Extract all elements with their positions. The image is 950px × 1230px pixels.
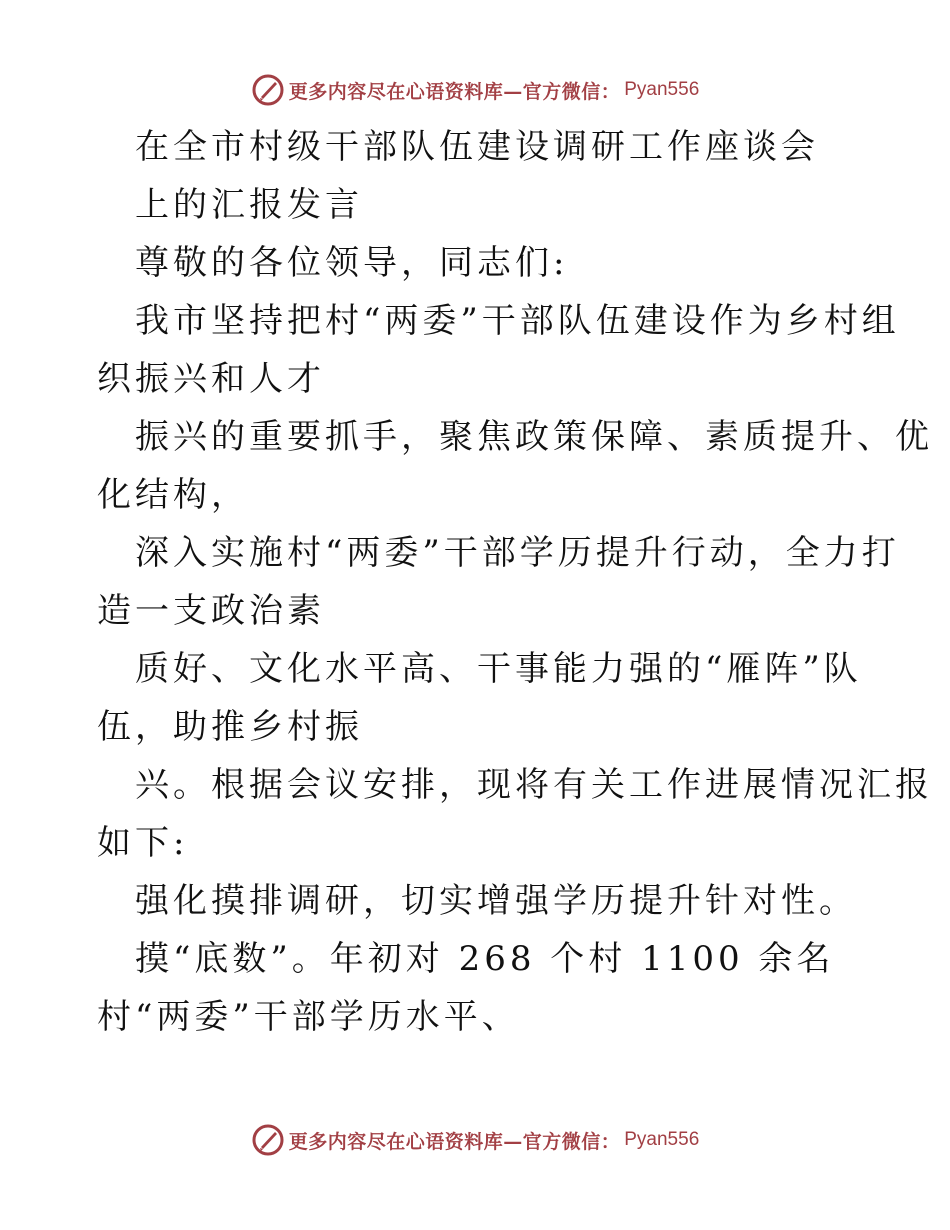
watermark-text: 更多内容尽在心语资料库—官方微信： (288, 80, 621, 103)
text-line: 摸“底数”。年初对 268 个村 1100 余名 (135, 939, 835, 979)
text-line: 村“两委”干部学历水平、 (97, 997, 520, 1037)
quill-seal-icon (251, 1123, 285, 1157)
text-line: 造一支政治素 (97, 591, 325, 631)
text-line: 尊敬的各位领导，同志们: (135, 243, 569, 283)
document-body (97, 118, 933, 1046)
text-line: 振兴的重要抓手，聚焦政策保障、素质提升、优 (135, 417, 933, 457)
text-line: 深入实施村“两委”干部学历提升行动，全力打 (135, 533, 900, 573)
text-line: 兴。根据会议安排，现将有关工作进展情况汇报 (135, 765, 933, 805)
watermark-text: 更多内容尽在心语资料库—官方微信： (288, 1130, 621, 1153)
watermark-wechat-id: Pyan556 (624, 1129, 700, 1150)
text-line: 我市坚持把村“两委”干部队伍建设作为乡村组 (135, 301, 900, 341)
text-line: 上的汇报发言 (135, 185, 363, 225)
text-line: 质好、文化水平高、干事能力强的“雁阵”队 (135, 649, 862, 689)
text-line: 伍，助推乡村振 (97, 707, 363, 747)
footer-watermark (0, 1120, 950, 1160)
text-line: 强化摸排调研，切实增强学历提升针对性。 (135, 881, 857, 921)
quill-seal-icon (251, 73, 285, 107)
text-line: 如下: (97, 823, 189, 863)
text-line: 织振兴和人才 (97, 359, 325, 399)
watermark-wechat-id: Pyan556 (624, 79, 700, 100)
header-watermark (0, 70, 950, 110)
text-line: 化结构， (97, 475, 249, 515)
text-line: 在全市村级干部队伍建设调研工作座谈会 (135, 127, 819, 167)
